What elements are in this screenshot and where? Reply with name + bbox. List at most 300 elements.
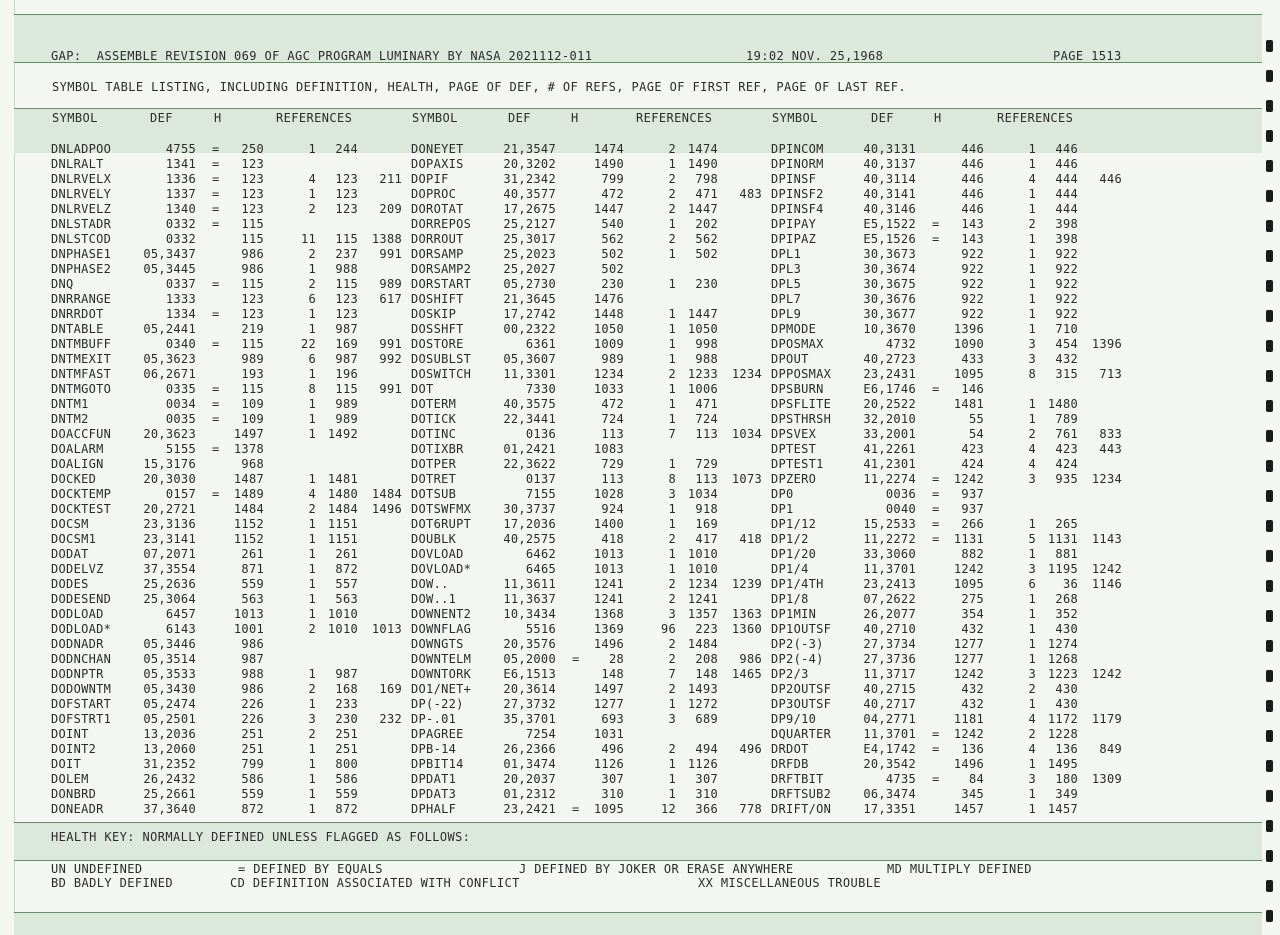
ref-count: 1: [1028, 622, 1036, 636]
first-ref: 446: [1055, 157, 1078, 171]
def-page: 123: [241, 157, 264, 171]
definition: 11,3611: [503, 577, 556, 591]
table-row: [0, 712, 1280, 727]
last-ref: 1496: [371, 502, 402, 516]
def-page: 1369: [593, 622, 624, 636]
definition: 25,2023: [503, 247, 556, 261]
ref-count: 1: [1028, 517, 1036, 531]
symbol-name: DRFTSUB2: [771, 787, 832, 801]
table-row: [0, 187, 1280, 202]
ref-count: 3: [668, 712, 676, 726]
def-page: 1234: [593, 367, 624, 381]
ref-count: 1: [308, 547, 316, 561]
symbol-name: DNLRVELZ: [51, 202, 112, 216]
definition: 22,3622: [503, 457, 556, 471]
first-ref: 1010: [327, 622, 358, 636]
first-ref: 1272: [687, 697, 718, 711]
definition: 20,3576: [503, 637, 556, 651]
col-header-references: REFERENCES: [636, 111, 713, 125]
definition: 0332: [165, 217, 196, 231]
definition: 30,3675: [863, 277, 916, 291]
definition: 7155: [525, 487, 556, 501]
first-ref: 710: [1055, 322, 1078, 336]
ref-count: 1: [308, 307, 316, 321]
symbol-name: DOALARM: [51, 442, 104, 456]
symbol-name: DODES: [51, 577, 89, 591]
table-row: [0, 742, 1280, 757]
last-ref: 1242: [1091, 562, 1122, 576]
symbol-name: DORSTART: [411, 277, 472, 291]
def-page: 1484: [233, 502, 264, 516]
definition: 31,2352: [143, 757, 196, 771]
first-ref: 471: [695, 397, 718, 411]
ref-count: 1: [1028, 802, 1036, 816]
ref-count: 2: [1028, 727, 1036, 741]
definition: 27,3736: [863, 652, 916, 666]
page-number: PAGE 1513: [1053, 49, 1122, 63]
ref-count: 2: [668, 202, 676, 216]
ref-count: 1: [1028, 637, 1036, 651]
def-page: 922: [961, 307, 984, 321]
last-ref: 1013: [371, 622, 402, 636]
table-row: [0, 217, 1280, 232]
first-ref: 244: [335, 142, 358, 156]
definition: 10,3434: [503, 607, 556, 621]
def-page: 922: [961, 262, 984, 276]
def-page: 1013: [593, 562, 624, 576]
last-ref: 446: [1099, 172, 1122, 186]
table-row: [0, 457, 1280, 472]
table-row: [0, 802, 1280, 817]
first-ref: 562: [695, 232, 718, 246]
definition: 05,2730: [503, 277, 556, 291]
health-flag: =: [212, 187, 220, 201]
first-ref: 761: [1055, 427, 1078, 441]
first-ref: 123: [335, 202, 358, 216]
def-page: 28: [608, 652, 624, 666]
ref-count: 2: [308, 622, 316, 636]
first-ref: 1268: [1047, 652, 1078, 666]
definition: 0036: [885, 487, 916, 501]
def-page: 871: [241, 562, 264, 576]
symbol-name: DQUARTER: [771, 727, 832, 741]
ref-count: 1: [308, 532, 316, 546]
table-row: [0, 727, 1280, 742]
feed-hole: [1266, 340, 1273, 352]
ref-count: 3: [1028, 667, 1036, 681]
symbol-name: DOPIF: [411, 172, 449, 186]
symbol-name: DODLOAD: [51, 607, 104, 621]
definition: 11,3637: [503, 592, 556, 606]
def-page: 693: [601, 712, 624, 726]
def-page: 123: [241, 307, 264, 321]
last-ref: 1396: [1091, 337, 1122, 351]
health-flag: =: [932, 742, 940, 756]
first-ref: 310: [695, 787, 718, 801]
ref-count: 1: [1028, 397, 1036, 411]
table-row: [0, 142, 1280, 157]
first-ref: 268: [1055, 592, 1078, 606]
def-page: 193: [241, 367, 264, 381]
definition: 0035: [165, 412, 196, 426]
last-ref: 986: [739, 652, 762, 666]
first-ref: 872: [335, 802, 358, 816]
definition: 05,2501: [143, 712, 196, 726]
definition: 05,2000: [503, 652, 556, 666]
feed-hole: [1266, 250, 1273, 262]
col-header-references: REFERENCES: [276, 111, 353, 125]
symbol-name: DOTIXBR: [411, 442, 464, 456]
ref-count: 2: [308, 502, 316, 516]
definition: 0040: [885, 502, 916, 516]
last-ref: 713: [1099, 367, 1122, 381]
definition: 40,3131: [863, 142, 916, 156]
def-page: 1481: [953, 397, 984, 411]
definition: 32,2010: [863, 412, 916, 426]
def-page: 310: [601, 787, 624, 801]
first-ref: 1492: [327, 427, 358, 441]
first-ref: 559: [335, 787, 358, 801]
first-ref: 423: [1055, 442, 1078, 456]
first-ref: 881: [1055, 547, 1078, 561]
definition: 01,3474: [503, 757, 556, 771]
definition: 13,2036: [143, 727, 196, 741]
first-ref: 366: [695, 802, 718, 816]
first-ref: 444: [1055, 187, 1078, 201]
symbol-name: DP2/3: [771, 667, 809, 681]
definition: 04,2771: [863, 712, 916, 726]
definition: 20,3030: [143, 472, 196, 486]
def-page: 922: [961, 247, 984, 261]
definition: 26,2366: [503, 742, 556, 756]
feed-hole: [1266, 280, 1273, 292]
def-page: 424: [961, 457, 984, 471]
symbol-name: DNQ: [51, 277, 74, 291]
ref-count: 1: [308, 742, 316, 756]
feed-hole: [1266, 460, 1273, 472]
health-key-joker: J DEFINED BY JOKER OR ERASE ANYWHERE: [519, 862, 794, 876]
symbol-name: DP3OUTSF: [771, 697, 832, 711]
ref-count: 2: [668, 232, 676, 246]
symbol-name: DRFTBIT: [771, 772, 824, 786]
ref-count: 1: [308, 772, 316, 786]
first-ref: 724: [695, 412, 718, 426]
symbol-name: DOW..1: [411, 592, 457, 606]
symbol-name: DPPOSMAX: [771, 367, 832, 381]
symbol-name: DOPROC: [411, 187, 457, 201]
definition: E5,1522: [863, 217, 916, 231]
first-ref: 1172: [1047, 712, 1078, 726]
definition: 25,2027: [503, 262, 556, 276]
def-page: 729: [601, 457, 624, 471]
table-row: [0, 562, 1280, 577]
feed-hole: [1266, 400, 1273, 412]
symbol-name: DOCKTEST: [51, 502, 112, 516]
definition: 33,2001: [863, 427, 916, 441]
table-row: [0, 247, 1280, 262]
table-row: [0, 637, 1280, 652]
def-page: 115: [241, 232, 264, 246]
definition: 30,3674: [863, 262, 916, 276]
ref-count: 3: [1028, 562, 1036, 576]
def-page: 922: [961, 277, 984, 291]
feed-hole: [1266, 370, 1273, 382]
ref-count: 7: [668, 427, 676, 441]
table-row: [0, 772, 1280, 787]
ref-count: 1: [668, 352, 676, 366]
first-ref: 1010: [687, 562, 718, 576]
feed-hole: [1266, 850, 1273, 862]
definition: 0137: [525, 472, 556, 486]
ref-count: 1: [308, 412, 316, 426]
def-page: 496: [601, 742, 624, 756]
table-row: [0, 367, 1280, 382]
def-page: 1090: [953, 337, 984, 351]
def-page: 1277: [593, 697, 624, 711]
symbol-name: DONEYET: [411, 142, 464, 156]
def-page: 472: [601, 187, 624, 201]
definition: 1341: [165, 157, 196, 171]
health-key-equals: = DEFINED BY EQUALS: [238, 862, 383, 876]
def-page: 872: [241, 802, 264, 816]
rule: [14, 108, 1262, 109]
ref-count: 1: [308, 697, 316, 711]
feed-hole: [1266, 700, 1273, 712]
definition: 05,3514: [143, 652, 196, 666]
definition: 11,3701: [863, 727, 916, 741]
last-ref: 1034: [731, 427, 762, 441]
symbol-name: DODESEND: [51, 592, 112, 606]
ref-count: 8: [1028, 367, 1036, 381]
first-ref: 123: [335, 172, 358, 186]
col-header-def: DEF: [508, 111, 531, 125]
symbol-name: DP0: [771, 487, 794, 501]
last-ref: 169: [379, 682, 402, 696]
definition: 07,2622: [863, 592, 916, 606]
definition: 20,3542: [863, 757, 916, 771]
health-flag: =: [932, 772, 940, 786]
last-ref: 232: [379, 712, 402, 726]
definition: 05,3437: [143, 247, 196, 261]
definition: 40,2717: [863, 697, 916, 711]
health-flag: =: [932, 502, 940, 516]
table-row: [0, 607, 1280, 622]
first-ref: 398: [1055, 232, 1078, 246]
ref-count: 1: [668, 562, 676, 576]
first-ref: 494: [695, 742, 718, 756]
definition: 11,3301: [503, 367, 556, 381]
def-page: 986: [241, 262, 264, 276]
table-row: [0, 532, 1280, 547]
ref-count: 2: [668, 682, 676, 696]
col-header-health: H: [571, 111, 579, 125]
ref-count: 1: [1028, 202, 1036, 216]
ref-count: 1: [1028, 607, 1036, 621]
first-ref: 1151: [327, 517, 358, 531]
def-page: 55: [968, 412, 984, 426]
col-header-symbol: SYMBOL: [52, 111, 98, 125]
table-row: [0, 202, 1280, 217]
first-ref: 1010: [687, 547, 718, 561]
def-page: 113: [601, 472, 624, 486]
def-page: 986: [241, 682, 264, 696]
col-header-symbol: SYMBOL: [772, 111, 818, 125]
feed-hole: [1266, 430, 1273, 442]
ref-count: 1: [1028, 142, 1036, 156]
ref-count: 1: [668, 157, 676, 171]
symbol-name: DODAT: [51, 547, 89, 561]
ref-count: 1: [1028, 787, 1036, 801]
def-page: 1497: [593, 682, 624, 696]
ref-count: 1: [668, 277, 676, 291]
first-ref: 265: [1055, 517, 1078, 531]
def-page: 84: [968, 772, 984, 786]
col-header-def: DEF: [871, 111, 894, 125]
symbol-name: DNTM1: [51, 397, 89, 411]
symbol-name: DP(-22): [411, 697, 464, 711]
last-ref: 989: [379, 277, 402, 291]
ref-count: 1: [1028, 697, 1036, 711]
symbol-name: DP1/4TH: [771, 577, 824, 591]
first-ref: 1474: [687, 142, 718, 156]
first-ref: 251: [335, 727, 358, 741]
def-page: 266: [961, 517, 984, 531]
def-page: 559: [241, 577, 264, 591]
first-ref: 115: [335, 382, 358, 396]
symbol-name: DODLOAD*: [51, 622, 112, 636]
first-ref: 1010: [327, 607, 358, 621]
symbol-name: DNTMFAST: [51, 367, 112, 381]
definition: 40,3114: [863, 172, 916, 186]
symbol-name: DPINSF2: [771, 187, 824, 201]
def-page: 1476: [593, 292, 624, 306]
last-ref: 443: [1099, 442, 1122, 456]
definition: 40,3137: [863, 157, 916, 171]
def-page: 799: [601, 172, 624, 186]
first-ref: 988: [335, 262, 358, 276]
feed-hole: [1266, 190, 1273, 202]
table-row: [0, 352, 1280, 367]
def-page: 354: [961, 607, 984, 621]
first-ref: 180: [1055, 772, 1078, 786]
symbol-name: DPBIT14: [411, 757, 464, 771]
def-page: 109: [241, 412, 264, 426]
definition: 0337: [165, 277, 196, 291]
symbol-name: DOINT2: [51, 742, 97, 756]
timestamp: 19:02 NOV. 25,1968: [746, 49, 884, 63]
definition: 37,3640: [143, 802, 196, 816]
symbol-name: DPSFLITE: [771, 397, 832, 411]
first-ref: 115: [335, 232, 358, 246]
definition: 21,3645: [503, 292, 556, 306]
last-ref: 778: [739, 802, 762, 816]
def-page: 432: [961, 682, 984, 696]
ref-count: 11: [300, 232, 316, 246]
first-ref: 1357: [687, 607, 718, 621]
first-ref: 446: [1055, 142, 1078, 156]
ref-count: 2: [308, 247, 316, 261]
first-ref: 557: [335, 577, 358, 591]
first-ref: 502: [695, 247, 718, 261]
def-page: 1242: [953, 562, 984, 576]
ref-count: 1: [308, 142, 316, 156]
definition: E6,1513: [503, 667, 556, 681]
def-page: 724: [601, 412, 624, 426]
feed-hole: [1266, 790, 1273, 802]
last-ref: 1363: [731, 607, 762, 621]
symbol-name: DRDOT: [771, 742, 809, 756]
def-page: 799: [241, 757, 264, 771]
definition: 25,2127: [503, 217, 556, 231]
def-page: 1131: [953, 532, 984, 546]
table-row: [0, 487, 1280, 502]
health-key-misc: XX MISCELLANEOUS TROUBLE: [698, 876, 881, 890]
last-ref: 849: [1099, 742, 1122, 756]
last-ref: 992: [379, 352, 402, 366]
health-flag: =: [932, 382, 940, 396]
table-row: [0, 622, 1280, 637]
health-flag: =: [932, 487, 940, 501]
first-ref: 1151: [327, 532, 358, 546]
definition: 4755: [165, 142, 196, 156]
health-flag: =: [932, 232, 940, 246]
def-page: 123: [241, 172, 264, 186]
def-page: 1448: [593, 307, 624, 321]
health-flag: =: [572, 652, 580, 666]
def-page: 937: [961, 487, 984, 501]
def-page: 1009: [593, 337, 624, 351]
ref-count: 1: [668, 502, 676, 516]
def-page: 1277: [953, 652, 984, 666]
col-header-health: H: [934, 111, 942, 125]
table-row: [0, 337, 1280, 352]
def-page: 307: [601, 772, 624, 786]
ref-count: 8: [308, 382, 316, 396]
first-ref: 113: [695, 427, 718, 441]
definition: 06,3474: [863, 787, 916, 801]
symbol-name: DOWNTORK: [411, 667, 472, 681]
first-ref: 196: [335, 367, 358, 381]
ref-count: 2: [1028, 427, 1036, 441]
first-ref: 430: [1055, 697, 1078, 711]
ref-count: 1: [308, 592, 316, 606]
symbol-name: DNTM2: [51, 412, 89, 426]
table-row: [0, 412, 1280, 427]
ref-count: 96: [660, 622, 676, 636]
table-row: [0, 157, 1280, 172]
last-ref: 1242: [1091, 667, 1122, 681]
listing-subtitle: SYMBOL TABLE LISTING, INCLUDING DEFINITION, HEALTH, PAGE OF DEF, # OF REFS, PAGE OF FIRST REF, PAGE OF LAST REF.: [52, 80, 906, 94]
ref-count: 1: [308, 562, 316, 576]
ref-count: 2: [668, 577, 676, 591]
feed-hole: [1266, 490, 1273, 502]
symbol-name: DP1OUTSF: [771, 622, 832, 636]
def-page: 502: [601, 262, 624, 276]
last-ref: 833: [1099, 427, 1122, 441]
last-ref: 1309: [1091, 772, 1122, 786]
first-ref: 1495: [1047, 757, 1078, 771]
definition: 7330: [525, 382, 556, 396]
symbol-name: DP-.01: [411, 712, 457, 726]
def-page: 1396: [953, 322, 984, 336]
def-page: 432: [961, 697, 984, 711]
health-key-badly: BD BADLY DEFINED: [51, 876, 173, 890]
symbol-name: DPSVEX: [771, 427, 817, 441]
first-ref: 208: [695, 652, 718, 666]
def-page: 1033: [593, 382, 624, 396]
ref-count: 4: [1028, 442, 1036, 456]
ref-count: 1: [1028, 322, 1036, 336]
